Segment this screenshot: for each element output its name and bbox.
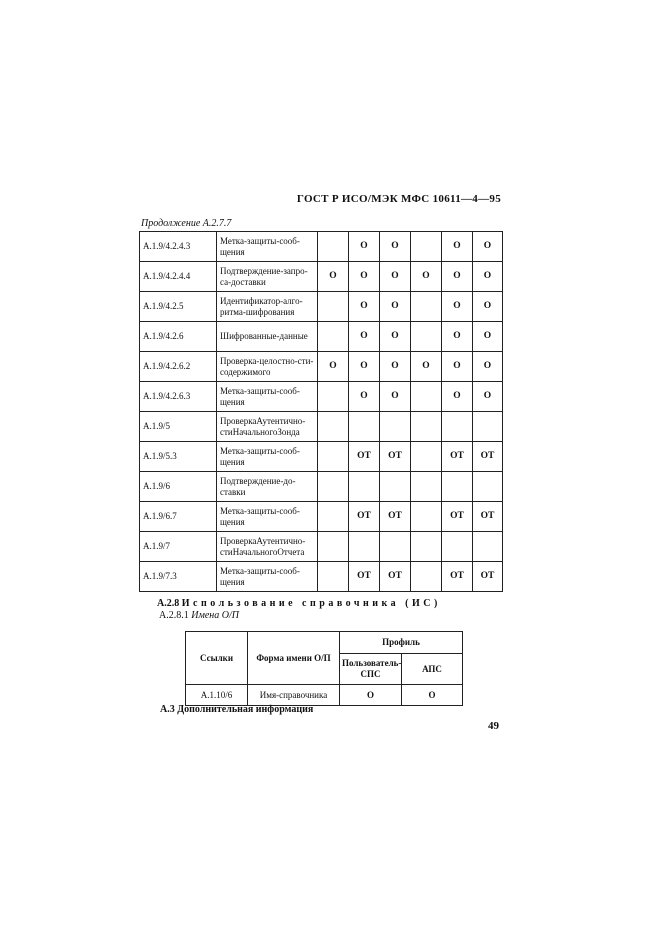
ref-cell: А.1.9/4.2.4.3 [140,232,217,262]
value-cell [349,532,380,562]
value-cell [349,472,380,502]
value-cell [318,412,349,442]
value-cell: О [349,292,380,322]
value-cell: О [442,292,473,322]
value-cell: О [349,262,380,292]
table-row [140,442,503,472]
value-cell [380,472,411,502]
value-cell [411,472,442,502]
requirements-table-body [140,232,503,592]
table-row [140,262,503,292]
ref-cell: А.1.9/4.2.5 [140,292,217,322]
value-cell: О [473,382,503,412]
ref-cell: А.1.9/4.2.6 [140,322,217,352]
subsection-heading [159,610,239,621]
ref-cell: А.1.9/7.3 [140,562,217,592]
table-row [140,382,503,412]
value-cell [411,322,442,352]
name-cell: Подтверждение-запро-са-доставки [217,262,318,292]
table-row [140,352,503,382]
value-cell: О [442,382,473,412]
value-cell: О [442,262,473,292]
subsection-number: А.2.8.1 [159,610,189,621]
continuation-label: Продолжение А.2.7.7 [141,218,232,229]
value-cell: О [442,322,473,352]
value-cell: ОТ [473,562,503,592]
section-title: Использование справочника (ИС) [181,598,441,609]
table-row [140,502,503,532]
additional-info-heading: А.3 Дополнительная информация [160,704,314,715]
value-cell [380,532,411,562]
value-cell: О [349,382,380,412]
name-cell: Метка-защиты-сооб-щения [217,502,318,532]
ref-cell: А.1.9/4.2.4.4 [140,262,217,292]
table-row [140,292,503,322]
value-cell [442,412,473,442]
value-cell: ОТ [442,442,473,472]
name-cell: Метка-защиты-сооб-щения [217,442,318,472]
names-row-aps: О [402,685,463,706]
value-cell [318,322,349,352]
standard-header: ГОСТ Р ИСО/МЭК МФС 10611—4—95 [296,193,501,205]
ref-cell: А.1.9/6 [140,472,217,502]
value-cell [318,472,349,502]
value-cell [318,292,349,322]
value-cell: О [473,262,503,292]
value-cell [442,532,473,562]
page-number: 49 [488,720,499,732]
ref-cell: А.1.9/4.2.6.3 [140,382,217,412]
ref-cell: А.1.9/7 [140,532,217,562]
names-table [185,631,463,706]
value-cell [442,472,473,502]
subsection-title: Имена О/П [191,610,239,621]
section-heading [157,598,441,609]
value-cell: О [380,262,411,292]
value-cell [411,562,442,592]
value-cell [411,502,442,532]
value-cell: ОТ [349,442,380,472]
name-cell: Подтверждение-до-ставки [217,472,318,502]
table-row [140,562,503,592]
name-cell: Проверка-целостно-сти-содержимого [217,352,318,382]
value-cell: О [349,322,380,352]
value-cell [411,412,442,442]
table-row [140,322,503,352]
ref-cell: А.1.9/6.7 [140,502,217,532]
value-cell: О [380,322,411,352]
value-cell: О [380,352,411,382]
ref-cell: А.1.9/5.3 [140,442,217,472]
value-cell: О [473,322,503,352]
value-cell: ОТ [349,562,380,592]
requirements-table [139,231,503,592]
col-header-user: Пользователь-СПС [340,654,402,685]
value-cell: О [442,352,473,382]
value-cell: О [318,262,349,292]
value-cell [318,562,349,592]
names-row-user: О [340,685,402,706]
name-cell: Идентификатор-алго-ритма-шифрования [217,292,318,322]
value-cell [473,472,503,502]
value-cell: О [380,382,411,412]
value-cell: ОТ [473,502,503,532]
value-cell: ОТ [380,502,411,532]
value-cell: О [349,232,380,262]
value-cell: О [349,352,380,382]
col-header-aps: АПС [402,654,463,685]
value-cell [473,412,503,442]
table-row [140,412,503,442]
value-cell [349,412,380,442]
ref-cell: А.1.9/5 [140,412,217,442]
value-cell [318,442,349,472]
names-row-ref: А.1.10/6 [186,685,248,706]
name-cell: Шифрованные-данные [217,322,318,352]
value-cell [318,502,349,532]
name-cell: ПроверкаАутентично-стиНачальногоОтчета [217,532,318,562]
value-cell: ОТ [349,502,380,532]
value-cell: О [411,352,442,382]
name-cell: ПроверкаАутентично-стиНачальногоЗонда [217,412,318,442]
value-cell: ОТ [442,502,473,532]
value-cell [411,232,442,262]
table-row [140,232,503,262]
value-cell [473,532,503,562]
value-cell: О [318,352,349,382]
names-row-form: Имя-справочника [248,685,340,706]
value-cell: О [473,232,503,262]
col-header-refs: Ссылки [186,632,248,685]
value-cell [318,382,349,412]
table-row [140,472,503,502]
table-row [140,532,503,562]
value-cell [411,532,442,562]
value-cell: ОТ [380,442,411,472]
name-cell: Метка-защиты-сооб-щения [217,382,318,412]
value-cell [318,532,349,562]
value-cell: О [411,262,442,292]
value-cell [411,382,442,412]
col-header-form: Форма имени О/П [248,632,340,685]
value-cell: ОТ [380,562,411,592]
value-cell: О [380,232,411,262]
value-cell: О [473,352,503,382]
value-cell [411,292,442,322]
col-header-profile: Профиль [340,632,463,654]
value-cell: О [442,232,473,262]
value-cell: О [473,292,503,322]
value-cell [411,442,442,472]
value-cell: О [380,292,411,322]
section-number: А.2.8 [157,598,180,609]
ref-cell: А.1.9/4.2.6.2 [140,352,217,382]
value-cell: ОТ [442,562,473,592]
name-cell: Метка-защиты-сооб-щения [217,232,318,262]
name-cell: Метка-защиты-сооб-щения [217,562,318,592]
value-cell [380,412,411,442]
value-cell: ОТ [473,442,503,472]
value-cell [318,232,349,262]
